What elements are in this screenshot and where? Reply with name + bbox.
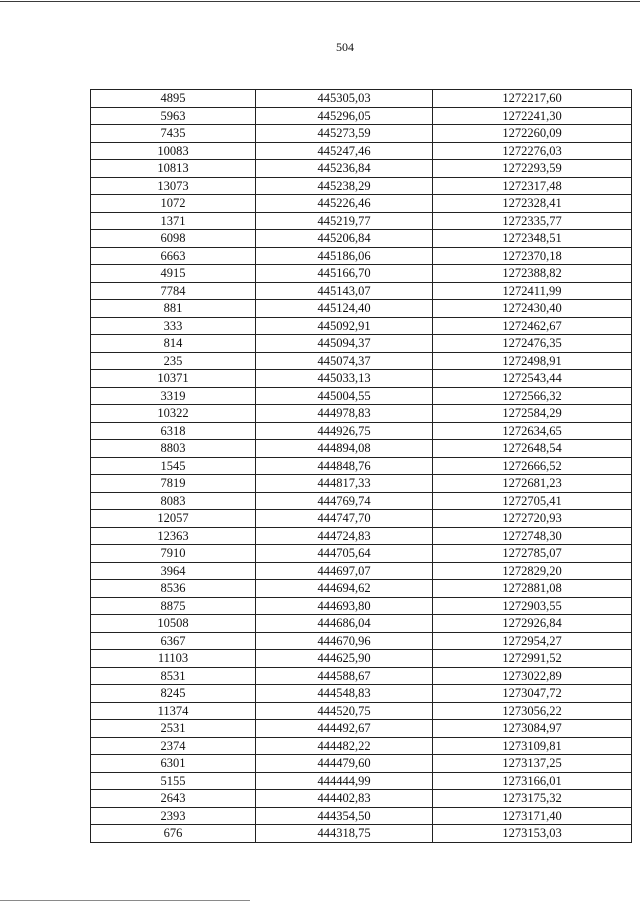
x-coordinate-cell: 444926,75 bbox=[256, 422, 433, 440]
x-coordinate-cell: 445094,37 bbox=[256, 335, 433, 353]
x-coordinate-cell: 445236,84 bbox=[256, 160, 433, 178]
table-row bbox=[91, 527, 632, 545]
x-coordinate-cell: 444588,67 bbox=[256, 667, 433, 685]
x-coordinate-cell: 444354,50 bbox=[256, 807, 433, 825]
table-row bbox=[91, 685, 632, 703]
point-number-cell: 5963 bbox=[91, 107, 256, 125]
y-coordinate-cell: 1272430,40 bbox=[433, 300, 632, 318]
table-row bbox=[91, 125, 632, 143]
table-row bbox=[91, 667, 632, 685]
y-coordinate-cell: 1272498,91 bbox=[433, 352, 632, 370]
x-coordinate-cell: 444686,04 bbox=[256, 615, 433, 633]
table-row bbox=[91, 212, 632, 230]
x-coordinate-cell: 444724,83 bbox=[256, 527, 433, 545]
x-coordinate-cell: 444492,67 bbox=[256, 720, 433, 738]
table-row bbox=[91, 545, 632, 563]
table-row bbox=[91, 737, 632, 755]
x-coordinate-cell: 445305,03 bbox=[256, 90, 433, 108]
x-coordinate-cell: 445074,37 bbox=[256, 352, 433, 370]
y-coordinate-cell: 1272634,65 bbox=[433, 422, 632, 440]
y-coordinate-cell: 1272991,52 bbox=[433, 650, 632, 668]
table-row bbox=[91, 195, 632, 213]
y-coordinate-cell: 1272785,07 bbox=[433, 545, 632, 563]
y-coordinate-cell: 1272543,44 bbox=[433, 370, 632, 388]
point-number-cell: 6663 bbox=[91, 247, 256, 265]
point-number-cell: 10083 bbox=[91, 142, 256, 160]
point-number-cell: 1545 bbox=[91, 457, 256, 475]
point-number-cell: 2393 bbox=[91, 807, 256, 825]
y-coordinate-cell: 1272348,51 bbox=[433, 230, 632, 248]
table-row bbox=[91, 317, 632, 335]
y-coordinate-cell: 1273171,40 bbox=[433, 807, 632, 825]
y-coordinate-cell: 1272666,52 bbox=[433, 457, 632, 475]
y-coordinate-cell: 1273137,25 bbox=[433, 755, 632, 773]
x-coordinate-cell: 445219,77 bbox=[256, 212, 433, 230]
table-row bbox=[91, 772, 632, 790]
x-coordinate-cell: 444318,75 bbox=[256, 825, 433, 843]
table-row bbox=[91, 825, 632, 843]
point-number-cell: 6367 bbox=[91, 632, 256, 650]
table-row bbox=[91, 790, 632, 808]
x-coordinate-cell: 445143,07 bbox=[256, 282, 433, 300]
x-coordinate-cell: 444520,75 bbox=[256, 702, 433, 720]
table-row bbox=[91, 632, 632, 650]
table-row bbox=[91, 510, 632, 528]
x-coordinate-cell: 444817,33 bbox=[256, 475, 433, 493]
x-coordinate-cell: 445033,13 bbox=[256, 370, 433, 388]
point-number-cell: 2531 bbox=[91, 720, 256, 738]
point-number-cell: 8536 bbox=[91, 580, 256, 598]
x-coordinate-cell: 445206,84 bbox=[256, 230, 433, 248]
x-coordinate-cell: 445226,46 bbox=[256, 195, 433, 213]
x-coordinate-cell: 444670,96 bbox=[256, 632, 433, 650]
table-row bbox=[91, 265, 632, 283]
point-number-cell: 5155 bbox=[91, 772, 256, 790]
y-coordinate-cell: 1272748,30 bbox=[433, 527, 632, 545]
x-coordinate-cell: 445273,59 bbox=[256, 125, 433, 143]
x-coordinate-cell: 444625,90 bbox=[256, 650, 433, 668]
scan-edge-top bbox=[0, 1, 640, 2]
table-row bbox=[91, 387, 632, 405]
table-row bbox=[91, 720, 632, 738]
coordinate-table bbox=[90, 89, 632, 843]
point-number-cell: 3964 bbox=[91, 562, 256, 580]
x-coordinate-cell: 444482,22 bbox=[256, 737, 433, 755]
point-number-cell: 3319 bbox=[91, 387, 256, 405]
y-coordinate-cell: 1272317,48 bbox=[433, 177, 632, 195]
table-row bbox=[91, 90, 632, 108]
x-coordinate-cell: 445124,40 bbox=[256, 300, 433, 318]
y-coordinate-cell: 1273109,81 bbox=[433, 737, 632, 755]
x-coordinate-cell: 444693,80 bbox=[256, 597, 433, 615]
point-number-cell: 881 bbox=[91, 300, 256, 318]
point-number-cell: 12057 bbox=[91, 510, 256, 528]
y-coordinate-cell: 1272411,99 bbox=[433, 282, 632, 300]
point-number-cell: 11103 bbox=[91, 650, 256, 668]
y-coordinate-cell: 1273175,32 bbox=[433, 790, 632, 808]
table-row bbox=[91, 755, 632, 773]
x-coordinate-cell: 445238,29 bbox=[256, 177, 433, 195]
x-coordinate-cell: 444848,76 bbox=[256, 457, 433, 475]
point-number-cell: 676 bbox=[91, 825, 256, 843]
y-coordinate-cell: 1272829,20 bbox=[433, 562, 632, 580]
x-coordinate-cell: 445166,70 bbox=[256, 265, 433, 283]
x-coordinate-cell: 444548,83 bbox=[256, 685, 433, 703]
table-row bbox=[91, 492, 632, 510]
point-number-cell: 8245 bbox=[91, 685, 256, 703]
point-number-cell: 7435 bbox=[91, 125, 256, 143]
y-coordinate-cell: 1272720,93 bbox=[433, 510, 632, 528]
y-coordinate-cell: 1272584,29 bbox=[433, 405, 632, 423]
y-coordinate-cell: 1272954,27 bbox=[433, 632, 632, 650]
point-number-cell: 7819 bbox=[91, 475, 256, 493]
y-coordinate-cell: 1273056,22 bbox=[433, 702, 632, 720]
page-number: 504 bbox=[336, 40, 354, 54]
x-coordinate-cell: 444444,99 bbox=[256, 772, 433, 790]
y-coordinate-cell: 1272276,03 bbox=[433, 142, 632, 160]
point-number-cell: 1371 bbox=[91, 212, 256, 230]
x-coordinate-cell: 445296,05 bbox=[256, 107, 433, 125]
table-row bbox=[91, 107, 632, 125]
point-number-cell: 12363 bbox=[91, 527, 256, 545]
y-coordinate-cell: 1272705,41 bbox=[433, 492, 632, 510]
y-coordinate-cell: 1272681,23 bbox=[433, 475, 632, 493]
table-row bbox=[91, 177, 632, 195]
table-row bbox=[91, 370, 632, 388]
y-coordinate-cell: 1272241,30 bbox=[433, 107, 632, 125]
y-coordinate-cell: 1273166,01 bbox=[433, 772, 632, 790]
y-coordinate-cell: 1272217,60 bbox=[433, 90, 632, 108]
x-coordinate-cell: 444402,83 bbox=[256, 790, 433, 808]
table-row bbox=[91, 422, 632, 440]
point-number-cell: 1072 bbox=[91, 195, 256, 213]
x-coordinate-cell: 445004,55 bbox=[256, 387, 433, 405]
table-row bbox=[91, 615, 632, 633]
y-coordinate-cell: 1272388,82 bbox=[433, 265, 632, 283]
point-number-cell: 8803 bbox=[91, 440, 256, 458]
x-coordinate-cell: 444747,70 bbox=[256, 510, 433, 528]
x-coordinate-cell: 444479,60 bbox=[256, 755, 433, 773]
x-coordinate-cell: 444694,62 bbox=[256, 580, 433, 598]
table-row bbox=[91, 597, 632, 615]
y-coordinate-cell: 1272476,35 bbox=[433, 335, 632, 353]
x-coordinate-cell: 445186,06 bbox=[256, 247, 433, 265]
point-number-cell: 814 bbox=[91, 335, 256, 353]
table-row bbox=[91, 440, 632, 458]
y-coordinate-cell: 1272903,55 bbox=[433, 597, 632, 615]
x-coordinate-cell: 444769,74 bbox=[256, 492, 433, 510]
point-number-cell: 13073 bbox=[91, 177, 256, 195]
y-coordinate-cell: 1272370,18 bbox=[433, 247, 632, 265]
y-coordinate-cell: 1273084,97 bbox=[433, 720, 632, 738]
table-row bbox=[91, 405, 632, 423]
x-coordinate-cell: 444697,07 bbox=[256, 562, 433, 580]
table-row bbox=[91, 702, 632, 720]
table-row bbox=[91, 160, 632, 178]
point-number-cell: 8531 bbox=[91, 667, 256, 685]
table-row bbox=[91, 282, 632, 300]
y-coordinate-cell: 1272335,77 bbox=[433, 212, 632, 230]
scan-edge-bottom bbox=[0, 900, 250, 901]
point-number-cell: 10508 bbox=[91, 615, 256, 633]
y-coordinate-cell: 1272293,59 bbox=[433, 160, 632, 178]
x-coordinate-cell: 445092,91 bbox=[256, 317, 433, 335]
y-coordinate-cell: 1272926,84 bbox=[433, 615, 632, 633]
point-number-cell: 8875 bbox=[91, 597, 256, 615]
point-number-cell: 2374 bbox=[91, 737, 256, 755]
y-coordinate-cell: 1272462,67 bbox=[433, 317, 632, 335]
point-number-cell: 8083 bbox=[91, 492, 256, 510]
point-number-cell: 2643 bbox=[91, 790, 256, 808]
x-coordinate-cell: 444978,83 bbox=[256, 405, 433, 423]
y-coordinate-cell: 1272648,54 bbox=[433, 440, 632, 458]
point-number-cell: 10371 bbox=[91, 370, 256, 388]
point-number-cell: 6301 bbox=[91, 755, 256, 773]
y-coordinate-cell: 1273153,03 bbox=[433, 825, 632, 843]
point-number-cell: 6318 bbox=[91, 422, 256, 440]
y-coordinate-cell: 1273022,89 bbox=[433, 667, 632, 685]
y-coordinate-cell: 1273047,72 bbox=[433, 685, 632, 703]
point-number-cell: 7910 bbox=[91, 545, 256, 563]
point-number-cell: 6098 bbox=[91, 230, 256, 248]
point-number-cell: 333 bbox=[91, 317, 256, 335]
x-coordinate-cell: 444705,64 bbox=[256, 545, 433, 563]
x-coordinate-cell: 444894,08 bbox=[256, 440, 433, 458]
table-row bbox=[91, 650, 632, 668]
x-coordinate-cell: 445247,46 bbox=[256, 142, 433, 160]
point-number-cell: 7784 bbox=[91, 282, 256, 300]
point-number-cell: 4895 bbox=[91, 90, 256, 108]
table-row bbox=[91, 335, 632, 353]
table-row bbox=[91, 457, 632, 475]
table-row bbox=[91, 352, 632, 370]
table-body bbox=[91, 90, 632, 843]
table-row bbox=[91, 580, 632, 598]
table-row bbox=[91, 300, 632, 318]
point-number-cell: 235 bbox=[91, 352, 256, 370]
table-row bbox=[91, 807, 632, 825]
y-coordinate-cell: 1272328,41 bbox=[433, 195, 632, 213]
table-row bbox=[91, 230, 632, 248]
point-number-cell: 10322 bbox=[91, 405, 256, 423]
point-number-cell: 11374 bbox=[91, 702, 256, 720]
table-row bbox=[91, 247, 632, 265]
point-number-cell: 4915 bbox=[91, 265, 256, 283]
y-coordinate-cell: 1272881,08 bbox=[433, 580, 632, 598]
table-row bbox=[91, 142, 632, 160]
y-coordinate-cell: 1272566,32 bbox=[433, 387, 632, 405]
table-row bbox=[91, 562, 632, 580]
table-row bbox=[91, 475, 632, 493]
y-coordinate-cell: 1272260,09 bbox=[433, 125, 632, 143]
point-number-cell: 10813 bbox=[91, 160, 256, 178]
